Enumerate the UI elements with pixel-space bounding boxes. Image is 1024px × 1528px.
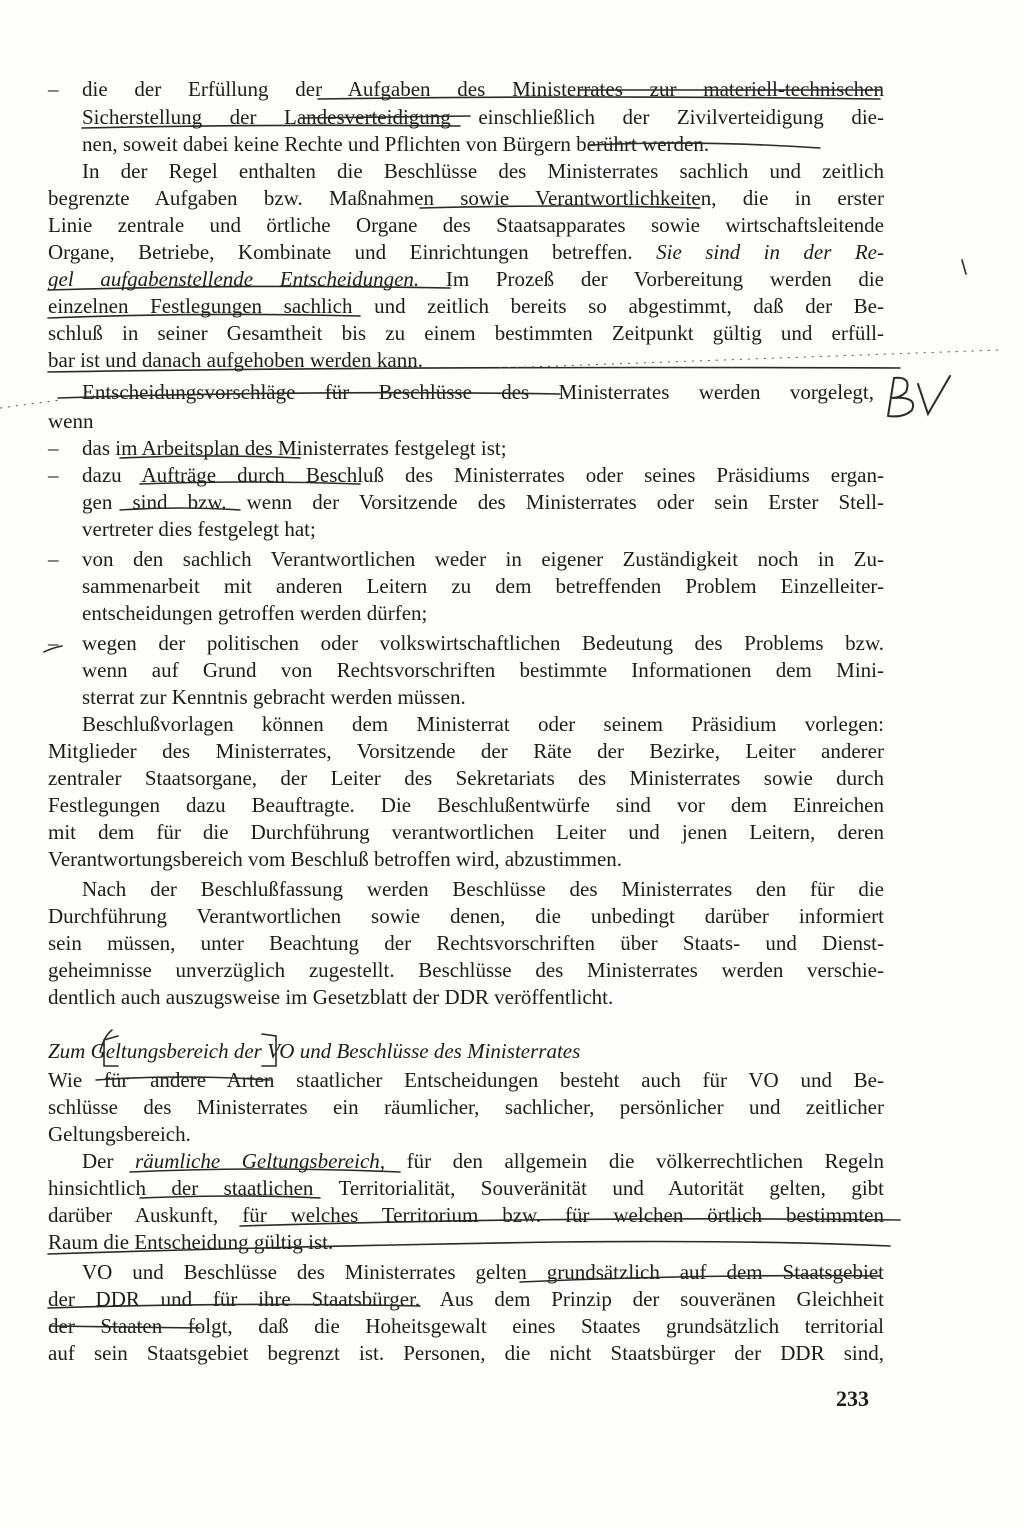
text-line: Wie für andere Arten staatlicher Entscheidungen besteht auch für VO und Be- bbox=[48, 1068, 884, 1092]
underline-mark bbox=[44, 646, 62, 652]
text-line: Verantwortungsbereich vom Beschluß betroffen wird, abzustimmen. bbox=[48, 847, 623, 871]
text-line: vertreter dies festgelegt hat; bbox=[82, 517, 316, 541]
text-line: geheimnisse unverzüglich zugestellt. Beschlüsse des Ministerrates werden verschie- bbox=[48, 958, 884, 982]
text-line: dentlich auch auszugsweise im Gesetzblatt der DDR veröffentlicht. bbox=[48, 985, 614, 1009]
margin-initials bbox=[888, 376, 950, 416]
text-line: begrenzte Aufgaben bzw. Maßnahmen sowie Verantwortlichkeiten, die in erster bbox=[48, 186, 884, 210]
text-line: Geltungsbereich. bbox=[48, 1122, 191, 1146]
underline-mark bbox=[520, 1276, 880, 1282]
bracket-mark bbox=[262, 1034, 276, 1066]
underline-mark bbox=[130, 1169, 400, 1172]
text-line: von den sachlich Verantwortlichen weder in eigener Zuständigkeit noch in Zu- bbox=[82, 547, 884, 571]
list-dash: – bbox=[48, 463, 59, 487]
marginal-stroke bbox=[962, 260, 966, 274]
text-line: sterrat zur Kenntnis gebracht werden müssen. bbox=[82, 685, 466, 709]
text-segment: Organe, Betriebe, Kombinate und Einrichtungen betreffen. bbox=[48, 240, 633, 264]
text-line: Raum die Entscheidung gültig ist. bbox=[48, 1230, 334, 1254]
list-dash: – bbox=[48, 77, 59, 101]
text-line: hinsichtlich der staatlichen Territorialität, Souveränität und Autorität gelten, gibt bbox=[48, 1176, 884, 1200]
text-line: In der Regel enthalten die Beschlüsse des Ministerrates sachlich und zeitlich bbox=[82, 159, 884, 183]
list-dash: – bbox=[48, 547, 59, 571]
text-line: sein müssen, unter Beachtung der Rechtsvorschriften über Staats- und Dienst- bbox=[48, 931, 884, 955]
list-dash: – bbox=[48, 631, 59, 655]
underline-mark bbox=[318, 97, 880, 99]
text-line: wenn bbox=[48, 409, 94, 433]
underline-mark bbox=[120, 508, 240, 510]
text-line: das im Arbeitsplan des Ministerrates festgelegt ist; bbox=[82, 436, 507, 460]
text-line: schluß in seiner Gesamtheit bis zu einem bestimmten Zeitpunkt gültig und erfüll- bbox=[48, 321, 884, 345]
underline-mark bbox=[48, 314, 360, 318]
text-line: die der Erfüllung der Aufgaben des Ministerrates zur materiell-technischen bbox=[82, 77, 884, 101]
text-line: bar ist und danach aufgehoben werden kann. bbox=[48, 348, 423, 372]
underline-mark bbox=[420, 206, 700, 208]
underline-mark bbox=[48, 1242, 890, 1255]
text-line: zentraler Staatsorgane, der Leiter des Sekretariats des Ministerrates sowie durch bbox=[48, 766, 884, 790]
text-line: Durchführung Verantwortlichen sowie denen, die unbedingt darüber informiert bbox=[48, 904, 884, 928]
text-line: darüber Auskunft, für welches Territorium bzw. für welchen örtlich bestimmten bbox=[48, 1203, 884, 1227]
italic-emphasis: räumliche Geltungsbereich, bbox=[135, 1149, 386, 1173]
text-line: Mitglieder des Ministerrates, Vorsitzende der Räte der Bezirke, Leiter anderer bbox=[48, 739, 884, 763]
text-line: einzelnen Festlegungen sachlich und zeitlich bereits so abgestimmt, daß der Be- bbox=[48, 294, 884, 318]
underline-mark bbox=[58, 393, 560, 398]
underline-mark bbox=[48, 286, 450, 290]
text-line: mit dem für die Durchführung verantwortlichen Leiter und jenen Leitern, deren bbox=[48, 820, 884, 844]
bracket-mark bbox=[104, 1036, 118, 1066]
underline-mark bbox=[140, 1196, 320, 1198]
text-line: gen sind bzw. wenn der Vorsitzende des Ministerrates oder sein Erster Stell- bbox=[82, 490, 884, 514]
text-line: VO und Beschlüsse des Ministerrates gelten grundsätzlich auf dem Staatsgebiet bbox=[82, 1260, 884, 1284]
strikethrough-mark bbox=[300, 116, 470, 118]
text-line: Festlegungen dazu Beauftragte. Die Beschlußentwürfe sind vor dem Einreichen bbox=[48, 793, 884, 817]
text-line: Linie zentrale und örtliche Organe des Staatsapparates sowie wirtschaftsleitende bbox=[48, 213, 884, 237]
underline-mark bbox=[120, 456, 300, 458]
list-dash: – bbox=[48, 436, 59, 460]
page-number: 233 bbox=[836, 1386, 869, 1411]
text-line: sammenarbeit mit anderen Leitern zu dem betreffenden Problem Einzelleiter- bbox=[82, 574, 884, 598]
text-segment: für den allgemein die völkerrechtlichen Regeln bbox=[406, 1149, 885, 1173]
text-line: entscheidungen getroffen werden dürfen; bbox=[82, 601, 428, 625]
text-line: der Staaten folgt, daß die Hoheitsgewalt eines Staates grundsätzlich territorial bbox=[48, 1314, 884, 1338]
underline-mark bbox=[96, 1077, 270, 1080]
text-line: nen, soweit dabei keine Rechte und Pflichten von Bürgern berührt werden. bbox=[82, 132, 710, 156]
text-line: wenn auf Grund von Rechtsvorschriften bestimmte Informationen dem Mini- bbox=[82, 658, 884, 682]
underline-mark bbox=[240, 1219, 900, 1226]
underline-mark bbox=[590, 143, 820, 148]
text-line: auf sein Staatsgebiet begrenzt ist. Personen, die nicht Staatsbürger der DDR sind, bbox=[48, 1341, 884, 1365]
text-line: der DDR und für ihre Staatsbürger. Aus dem Prinzip der souveränen Gleichheit bbox=[48, 1287, 884, 1311]
italic-emphasis: Sie sind in der Re- bbox=[656, 240, 884, 264]
text-line: wegen der politischen oder volkswirtschaftlichen Bedeutung des Problems bzw. bbox=[82, 631, 884, 655]
text-line: Beschlußvorlagen können dem Ministerrat oder seinem Präsidium vorlegen: bbox=[82, 712, 884, 736]
strikethrough-mark bbox=[50, 1326, 200, 1328]
text-line: Entscheidungsvorschläge für Beschlüsse des Ministerrates werden vorgelegt, bbox=[82, 380, 874, 404]
underline-mark bbox=[48, 368, 900, 373]
section-heading: Zum Geltungsbereich der VO und Beschlüsse des Ministerrates bbox=[48, 1039, 581, 1063]
text-segment: Im Prozeß der Vorbereitung werden die bbox=[445, 267, 884, 291]
text-line: Sicherstellung der Landesverteidigung einschließlich der Zivilverteidigung die- bbox=[82, 105, 884, 129]
dotted-guide-line bbox=[0, 400, 60, 408]
text-line: schlüsse des Ministerrates ein räumlicher, sachlicher, persönlicher und zeitlicher bbox=[48, 1095, 884, 1119]
text-line: dazu Aufträge durch Beschluß des Ministerrates oder seines Präsidiums ergan- bbox=[82, 463, 884, 487]
dotted-guide-line bbox=[500, 350, 1000, 368]
underline-mark bbox=[140, 482, 360, 484]
underline-mark bbox=[100, 1030, 112, 1052]
text-line: Nach der Beschlußfassung werden Beschlüsse des Ministerrates den für die bbox=[82, 877, 884, 901]
underline-mark bbox=[48, 1304, 420, 1308]
italic-emphasis: gel aufgabenstellende Entscheidungen. bbox=[48, 267, 420, 291]
underline-mark bbox=[82, 125, 460, 128]
text-segment: Der bbox=[82, 1149, 114, 1173]
